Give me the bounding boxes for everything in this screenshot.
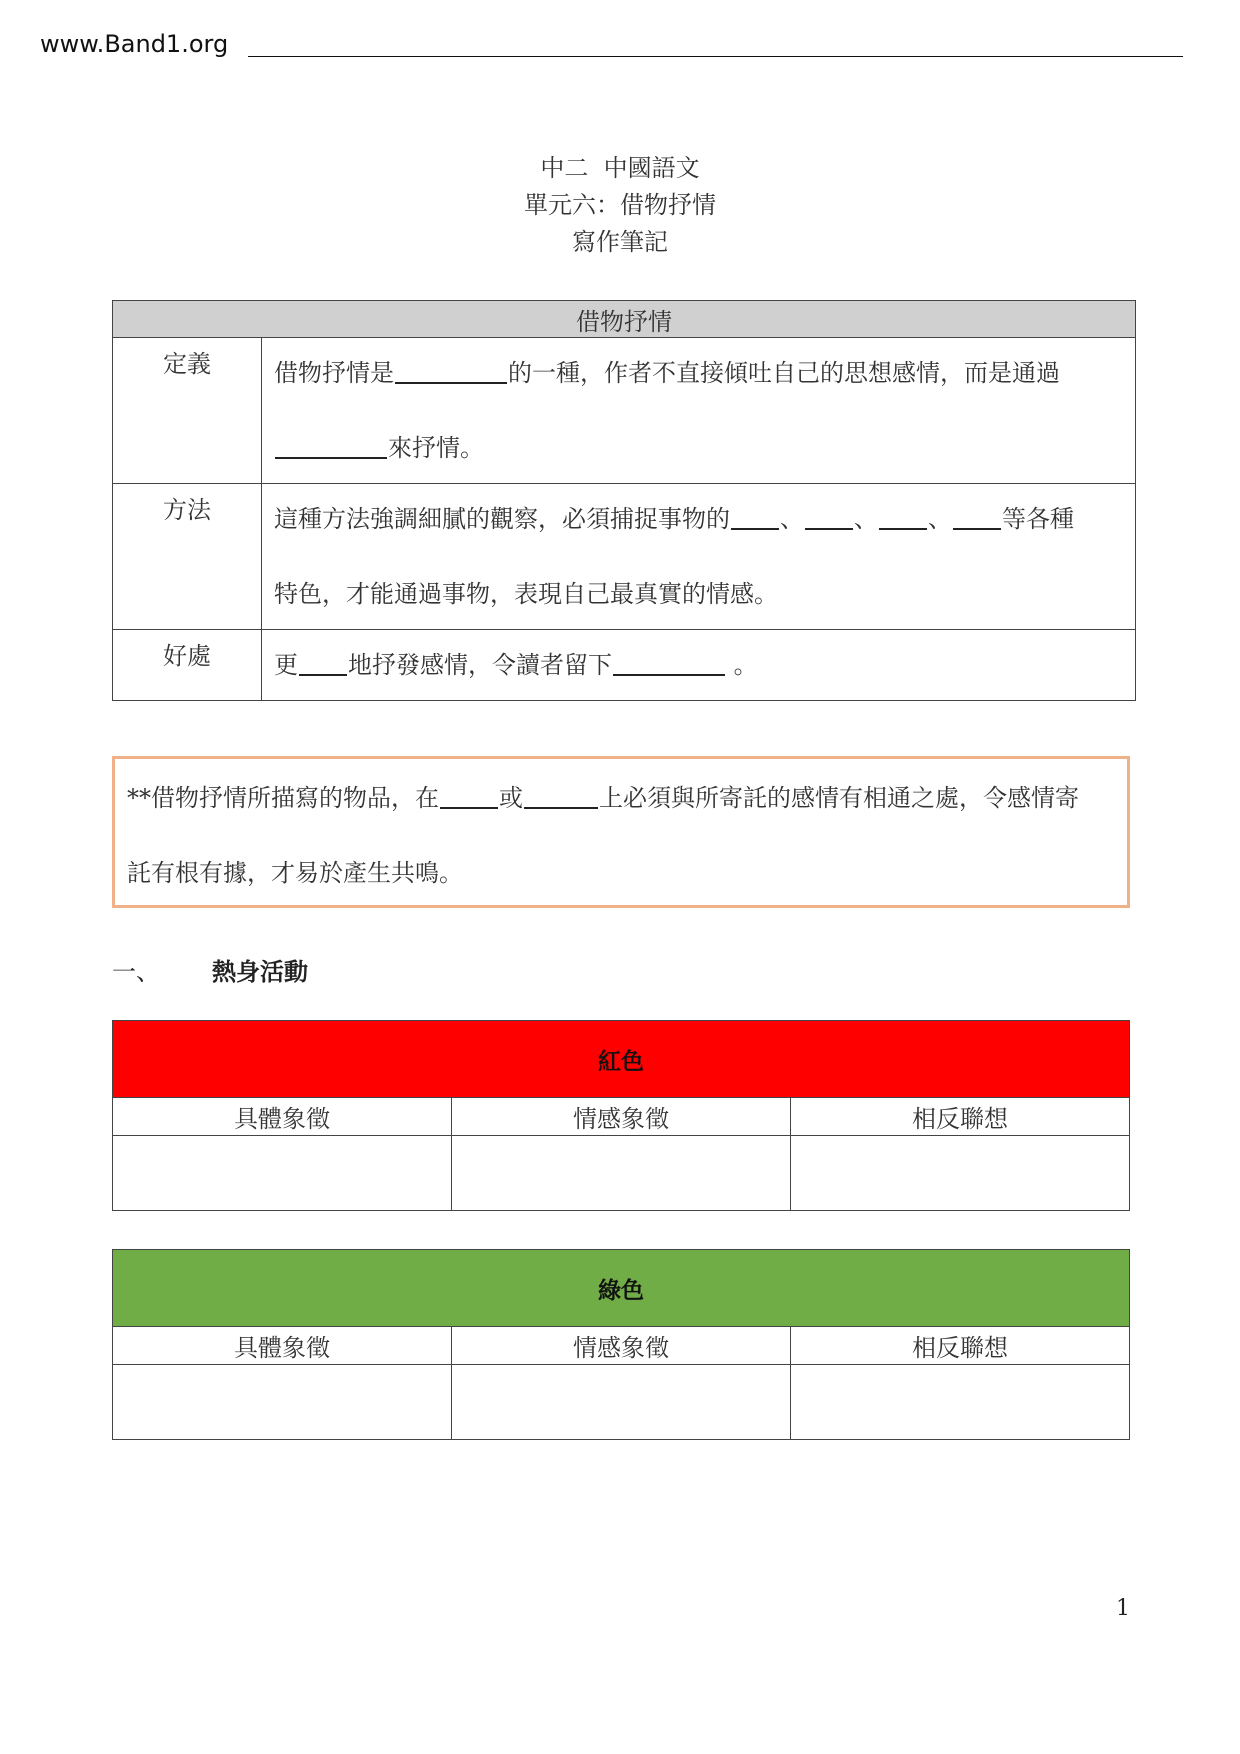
row-label-definition: 定義 xyxy=(113,338,262,484)
row-label-method: 方法 xyxy=(113,484,262,630)
note-text-a: **借物抒情所描寫的物品，在 xyxy=(127,784,439,812)
table-row xyxy=(113,1327,1130,1365)
notes-table-heading: 借物抒情 xyxy=(113,301,1136,338)
note-text-d: 託有根有據，才易於產生共鳴。 xyxy=(127,859,463,887)
answer-cell[interactable] xyxy=(791,1136,1130,1211)
fill-blank[interactable] xyxy=(440,771,498,809)
fill-blank[interactable] xyxy=(731,492,779,530)
section-title: 熱身活動 xyxy=(212,958,308,986)
definition-text-b: 的一種，作者不直接傾吐自己的思想感情，而是通過 xyxy=(508,359,1060,387)
fill-blank[interactable] xyxy=(395,346,507,384)
color-band-green: 綠色 xyxy=(113,1250,1130,1327)
fill-blank[interactable] xyxy=(275,421,387,459)
column-header: 相反聯想 xyxy=(791,1098,1130,1136)
table-row xyxy=(113,338,1136,484)
benefit-text-c: 。 xyxy=(733,651,758,679)
row-label-benefit: 好處 xyxy=(113,630,262,701)
answer-cell[interactable] xyxy=(113,1365,452,1440)
method-text-e: 等各種 xyxy=(1002,505,1074,533)
table-row xyxy=(113,1365,1130,1440)
green-color-table xyxy=(112,1249,1130,1440)
definition-text-a: 借物抒情是 xyxy=(274,359,394,387)
column-header: 相反聯想 xyxy=(791,1327,1130,1365)
header-rule xyxy=(248,56,1183,57)
fill-blank[interactable] xyxy=(805,492,853,530)
fill-blank[interactable] xyxy=(953,492,1001,530)
table-row xyxy=(113,630,1136,701)
column-header: 情感象徵 xyxy=(452,1327,791,1365)
red-color-table xyxy=(112,1020,1130,1211)
table-row xyxy=(113,1136,1130,1211)
note-text-c: 上必須與所寄託的感情有相通之處，令感情寄 xyxy=(599,784,1079,812)
column-header: 具體象徵 xyxy=(113,1327,452,1365)
title-line-grade: 中二 中國語文 xyxy=(540,154,700,182)
document-title xyxy=(0,150,1240,261)
title-line-notes: 寫作筆記 xyxy=(572,228,668,256)
separator: 、 xyxy=(780,505,804,533)
fill-blank[interactable] xyxy=(879,492,927,530)
method-text-a: 這種方法強調細膩的觀察，必須捕捉事物的 xyxy=(274,505,730,533)
section-heading xyxy=(112,952,308,987)
row-body-method xyxy=(262,484,1136,630)
benefit-text-a: 更 xyxy=(274,651,298,679)
answer-cell[interactable] xyxy=(452,1365,791,1440)
section-number: 一、 xyxy=(112,958,160,986)
row-body-benefit xyxy=(262,630,1136,701)
column-header: 情感象徵 xyxy=(452,1098,791,1136)
fill-blank[interactable] xyxy=(613,638,725,676)
table-row xyxy=(113,484,1136,630)
table-row xyxy=(113,1098,1130,1136)
notes-table xyxy=(112,300,1136,701)
method-text-f: 特色，才能通過事物，表現自己最真實的情感。 xyxy=(274,580,778,608)
note-box xyxy=(112,756,1130,908)
fill-blank[interactable] xyxy=(524,771,598,809)
page-number: 1 xyxy=(1116,1596,1130,1621)
answer-cell[interactable] xyxy=(452,1136,791,1211)
fill-blank[interactable] xyxy=(299,638,347,676)
answer-cell[interactable] xyxy=(791,1365,1130,1440)
separator: 、 xyxy=(928,505,952,533)
benefit-text-b: 地抒發感情，令讀者留下 xyxy=(348,651,612,679)
site-url: www.Band1.org xyxy=(40,30,229,58)
definition-text-c: 來抒情。 xyxy=(388,434,484,462)
column-header: 具體象徵 xyxy=(113,1098,452,1136)
answer-cell[interactable] xyxy=(113,1136,452,1211)
color-band-red: 紅色 xyxy=(113,1021,1130,1098)
title-line-unit: 單元六：借物抒情 xyxy=(524,191,716,219)
note-text-b: 或 xyxy=(499,784,523,812)
row-body-definition xyxy=(262,338,1136,484)
separator: 、 xyxy=(854,505,878,533)
